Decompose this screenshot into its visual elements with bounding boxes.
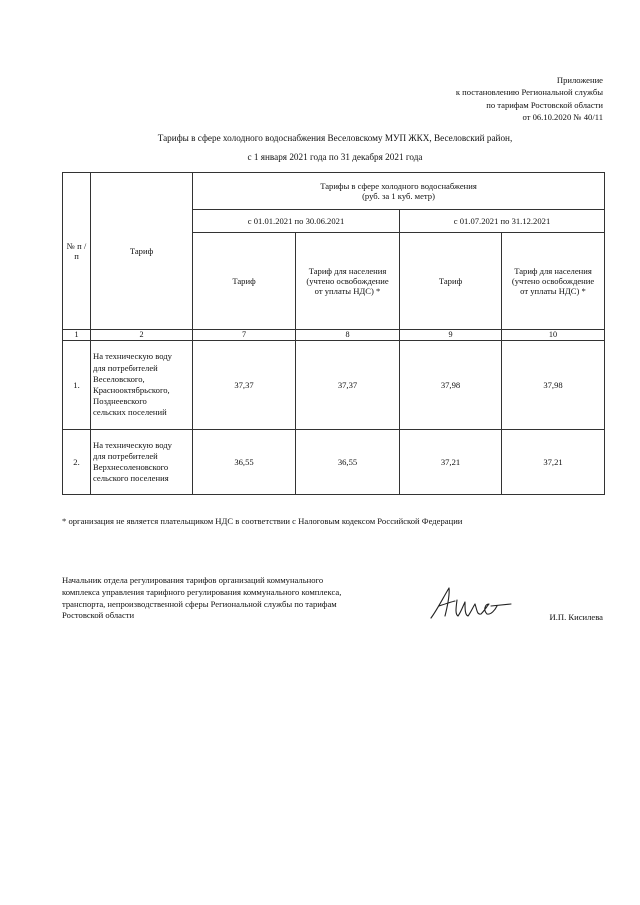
header-population-line: от уплаты НДС) *: [520, 286, 586, 297]
header-group: [193, 173, 605, 210]
appendix-block: [456, 74, 603, 124]
document-title: Тарифы в сфере холодного водоснабжения Веселовскому МУП ЖКХ, Веселовский район,: [157, 133, 513, 143]
header-population-col: [296, 233, 400, 330]
signer-position: [62, 575, 402, 622]
signer-position-line: комплекса управления тарифного регулирования коммунального комплекса,: [62, 586, 342, 597]
row-tariff-name: [91, 430, 193, 495]
row-number: 2.: [63, 430, 91, 495]
row-value: 37,37: [193, 341, 296, 430]
row-name-line: Позднеевского: [93, 396, 147, 407]
signer-position-line: Ростовской области: [62, 610, 135, 621]
row-value: 37,21: [502, 430, 605, 495]
signer-position-line: транспорта, непроизводственной сферы Региональной службы по тарифам: [62, 598, 337, 609]
footnote: * организация не является плательщиком НДС в соответствии с Налоговым кодексом Российской Федерации: [62, 516, 463, 526]
row-name-line: Краснооктябрьского,: [93, 385, 170, 395]
row-name-line: Веселовского,: [93, 373, 145, 384]
row-number: 1.: [63, 341, 91, 430]
header-group-unit: (руб. за 1 куб. метр): [362, 191, 435, 201]
row-name-line: сельских поселений: [93, 407, 167, 418]
row-name-line: Верхнесоленовского: [93, 462, 169, 472]
column-number: 9: [400, 330, 502, 341]
header-population-line: (учтено освобождение: [306, 275, 389, 286]
appendix-line: Приложение: [556, 75, 603, 85]
row-value: 36,55: [296, 430, 400, 495]
row-value: 37,21: [400, 430, 502, 495]
appendix-line: к постановлению Региональной службы: [455, 87, 603, 98]
row-tariff-name: [91, 341, 193, 430]
header-population-line: от уплаты НДС) *: [314, 286, 381, 297]
row-name-line: для потребителей: [93, 450, 158, 461]
column-number: 7: [193, 330, 296, 341]
header-tariff-name: Тариф: [91, 173, 193, 330]
table-row: [63, 341, 605, 430]
header-population-col: [502, 233, 605, 330]
appendix-line: по тарифам Ростовской области: [486, 99, 603, 110]
header-population-line: Тариф для населения: [308, 265, 387, 276]
row-name-line: сельского поселения: [93, 473, 169, 484]
header-population-line: Тариф для населения: [514, 265, 592, 276]
tariff-table: [62, 172, 605, 495]
header-population-line: (учтено освобождение: [511, 275, 595, 286]
row-name-line: На техническую воду: [93, 351, 172, 362]
column-number: 8: [296, 330, 400, 341]
header-number: № п /п: [63, 173, 91, 330]
header-period-2: с 01.07.2021 по 31.12.2021: [400, 210, 605, 233]
row-name-line: для потребителей: [93, 362, 158, 373]
row-value: 37,37: [296, 341, 400, 430]
signer-position-line: Начальник отдела регулирования тарифов организаций коммунального: [62, 575, 324, 585]
column-number: 10: [502, 330, 605, 341]
row-value: 36,55: [193, 430, 296, 495]
row-value: 37,98: [502, 341, 605, 430]
signer-name: И.П. Кисилева: [549, 612, 603, 622]
header-tariff-col: Тариф: [193, 233, 296, 330]
column-number: 1: [63, 330, 91, 341]
document-period: с 1 января 2021 года по 31 декабря 2021 года: [247, 152, 423, 162]
header-tariff-col: Тариф: [400, 233, 502, 330]
handwritten-signature: [425, 582, 515, 624]
column-number: 2: [91, 330, 193, 341]
header-period-1: с 01.01.2021 по 30.06.2021: [193, 210, 400, 233]
header-group-line: Тарифы в сфере холодного водоснабжения: [320, 180, 477, 191]
row-name-line: На техническую воду: [93, 439, 172, 450]
appendix-line: от 06.10.2020 № 40/11: [522, 112, 603, 123]
row-value: 37,98: [400, 341, 502, 430]
table-row: [63, 430, 605, 495]
